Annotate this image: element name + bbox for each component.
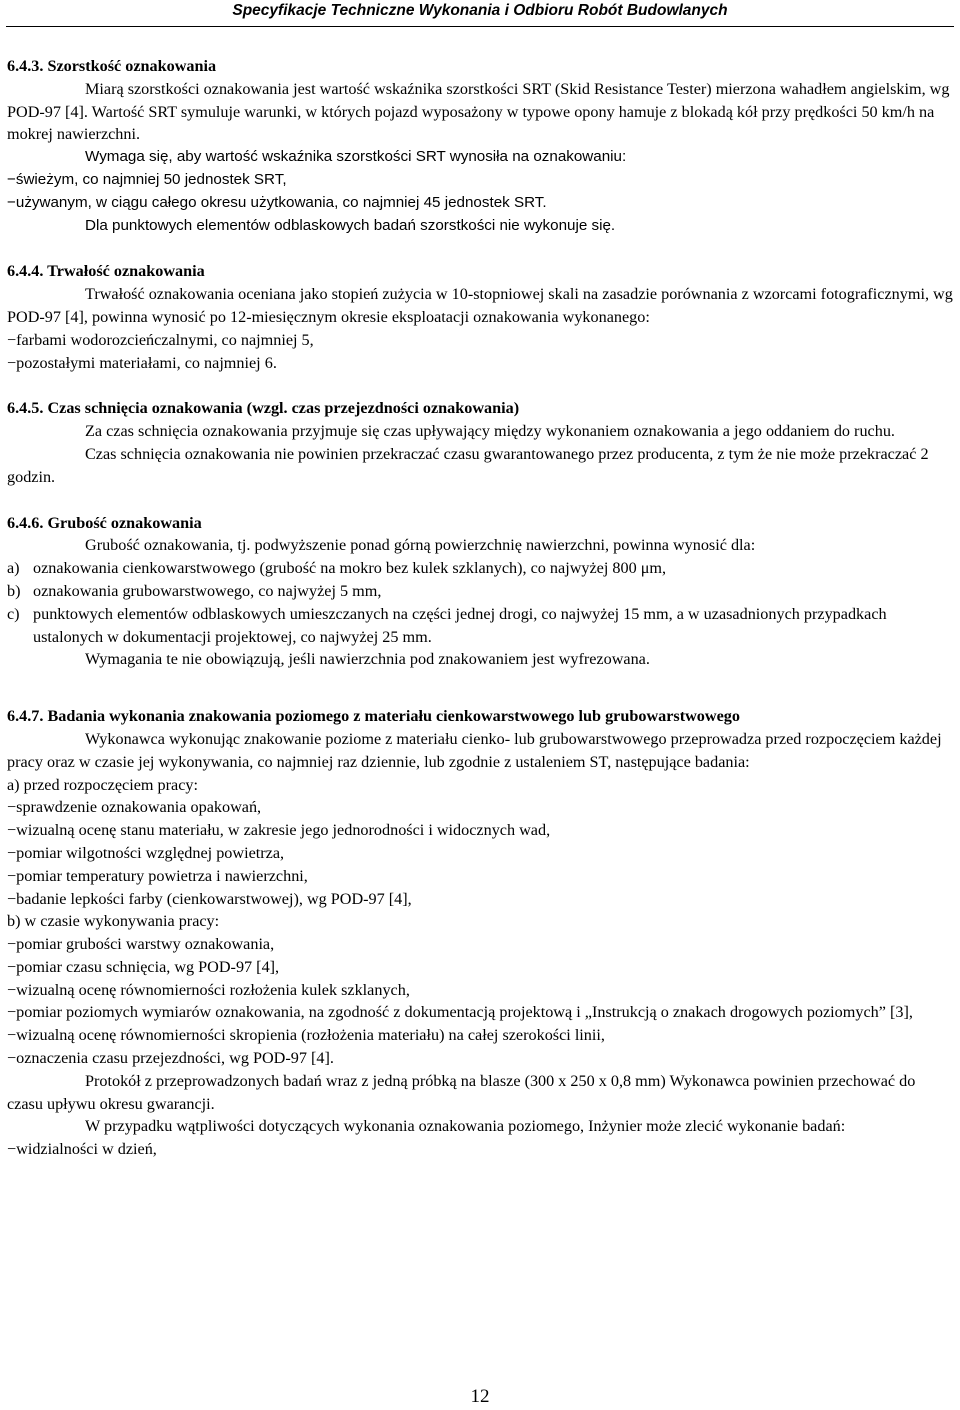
section-heading-6-4-6: 6.4.6. Grubość oznakowania [7,513,202,532]
list-item [7,557,953,580]
paragraph: Wymaga się, aby wartość wskaźnika szorstkości SRT wynosiła na oznakowaniu: [85,148,627,166]
list-label: c) [7,604,20,623]
section-heading-6-4-4: 6.4.4. Trwałość oznakowania [7,262,205,281]
paragraph: W przypadku wątpliwości dotyczących wykonania oznakowania poziomego, Inżynier może zlecić wykonanie badań: [85,1117,846,1136]
list-item: − widzialności w dzień, [7,1138,953,1161]
list-text: oznakowania grubowarstwowego, co najwyżej 5 mm, [33,581,382,600]
paragraph: Za czas schnięcia oznakowania przyjmuje się czas upływający między wykonaniem oznakowania a jego oddaniem do ruchu. [85,422,895,441]
list-item: − pomiar poziomych wymiarów oznakowania, na zgodność z dokumentacją projektową i „Instrukcją o znakach drogowych poziomych” [3], [7,1001,953,1024]
list-item: − oznaczenia czasu przejezdności, wg POD-97 [4]. [7,1047,953,1070]
spacer [7,671,953,705]
list-item: − używanym, w ciągu całego okresu użytkowania, co najmniej 45 jednostek SRT. [7,192,953,215]
paragraph: Wykonawca wykonując znakowanie poziome z materiału cienko- lub grubowarstwowego przeprowadza przed rozpoczęciem każdej pracy oraz w czasie jej wykonywania, co najmniej raz dziennie, lub zgodnie z ustaleniem ST, następujące badania: [7,729,942,771]
sublist-label: a) przed rozpoczęciem pracy: [7,775,198,794]
page-number: 12 [470,1386,490,1407]
list-label: b) [7,581,21,600]
sublist-label: b) w czasie wykonywania pracy: [7,912,220,931]
list-item: − świeżym, co najmniej 50 jednostek SRT, [7,169,953,192]
list-item: − pomiar temperatury powietrza i nawierzchni, [7,865,953,888]
list-text: punktowych elementów odblaskowych umieszczanych na części jednej drogi, co najwyżej 15 mm, a w uzasadnionych przypadkach ustalonych w dokumentacji projektowej, co najwyżej 25 mm. [33,604,887,646]
paragraph: Miarą szorstkości oznakowania jest wartość wskaźnika szorstkości SRT (Skid Resistance Tester) mierzona wahadłem angielskim, wg POD-97 [4]. Wartość SRT symuluje warunki, w których pojazd wyposażony w typowe opony hamuje z blokadą kół przy prędkości 50 km/h na mokrej nawierzchni. [7,79,950,144]
paragraph: Dla punktowych elementów odblaskowych badań szorstkości nie wykonuje się. [85,216,616,234]
list-item: − pomiar wilgotności względnej powietrza, [7,842,953,865]
list-item: − pomiar czasu schnięcia, wg POD-97 [4], [7,956,953,979]
spacer [7,237,953,260]
header-divider [6,26,954,27]
paragraph: Wymagania te nie obowiązują, jeśli nawierzchnia pod znakowaniem jest wyfrezowana. [85,650,650,669]
list-text: oznakowania cienkowarstwowego (grubość na mokro bez kulek szklanych), co najwyżej 800 μm, [33,559,667,578]
section-heading-6-4-7: 6.4.7. Badania wykonania znakowania poziomego z materiału cienkowarstwowego lub grubowarstwowego [7,707,740,726]
section-heading-6-4-5: 6.4.5. Czas schnięcia oznakowania (wzgl. czas przejezdności oznakowania) [7,399,520,418]
list-item: − badanie lepkości farby (cienkowarstwowej), wg POD-97 [4], [7,888,953,911]
paragraph: Trwałość oznakowania oceniana jako stopień zużycia w 10-stopniowej skali na zasadzie porównania z wzorcami fotograficznymi, wg POD-97 [4], powinna wynosić po 12-miesięcznym okresie eksploatacji oznakowania wykonanego: [7,285,953,326]
list-item: − sprawdzenie oznakowania opakowań, [7,796,953,819]
paragraph: Protokół z przeprowadzonych badań wraz z jedną próbką na blasze (300 x 250 x 0,8 mm) Wykonawca powinien przechować do czasu upływu okresu gwarancji. [7,1071,916,1113]
spacer [7,374,953,397]
list-item: − wizualną ocenę stanu materiału, w zakresie jego jednorodności i widocznych wad, [7,819,953,842]
list-item: − farbami wodorozcieńczalnymi, co najmniej 5, [7,329,953,352]
list-item [7,580,953,603]
list-item: − pomiar grubości warstwy oznakowania, [7,933,953,956]
list-item: − wizualną ocenę równomierności rozłożenia kulek szklanych, [7,979,953,1002]
list-label: a) [7,559,20,578]
list-item: − pozostałymi materiałami, co najmniej 6. [7,352,953,375]
list-item: − wizualną ocenę równomierności skropienia (rozłożenia materiału) na całej szerokości linii, [7,1024,953,1047]
section-heading-6-4-3: 6.4.3. Szorstkość oznakowania [7,57,217,75]
paragraph: Grubość oznakowania, tj. podwyższenie ponad górną powierzchnię nawierzchni, powinna wynosić dla: [85,536,756,555]
spacer [7,489,953,512]
paragraph: Czas schnięcia oznakowania nie powinien przekraczać czasu gwarantowanego przez producenta, z tym że nie może przekraczać 2 godzin. [7,444,929,486]
list-item [7,603,953,649]
document-body [7,55,953,1161]
document-header: Specyfikacje Techniczne Wykonania i Odbioru Robót Budowlanych [232,2,728,19]
